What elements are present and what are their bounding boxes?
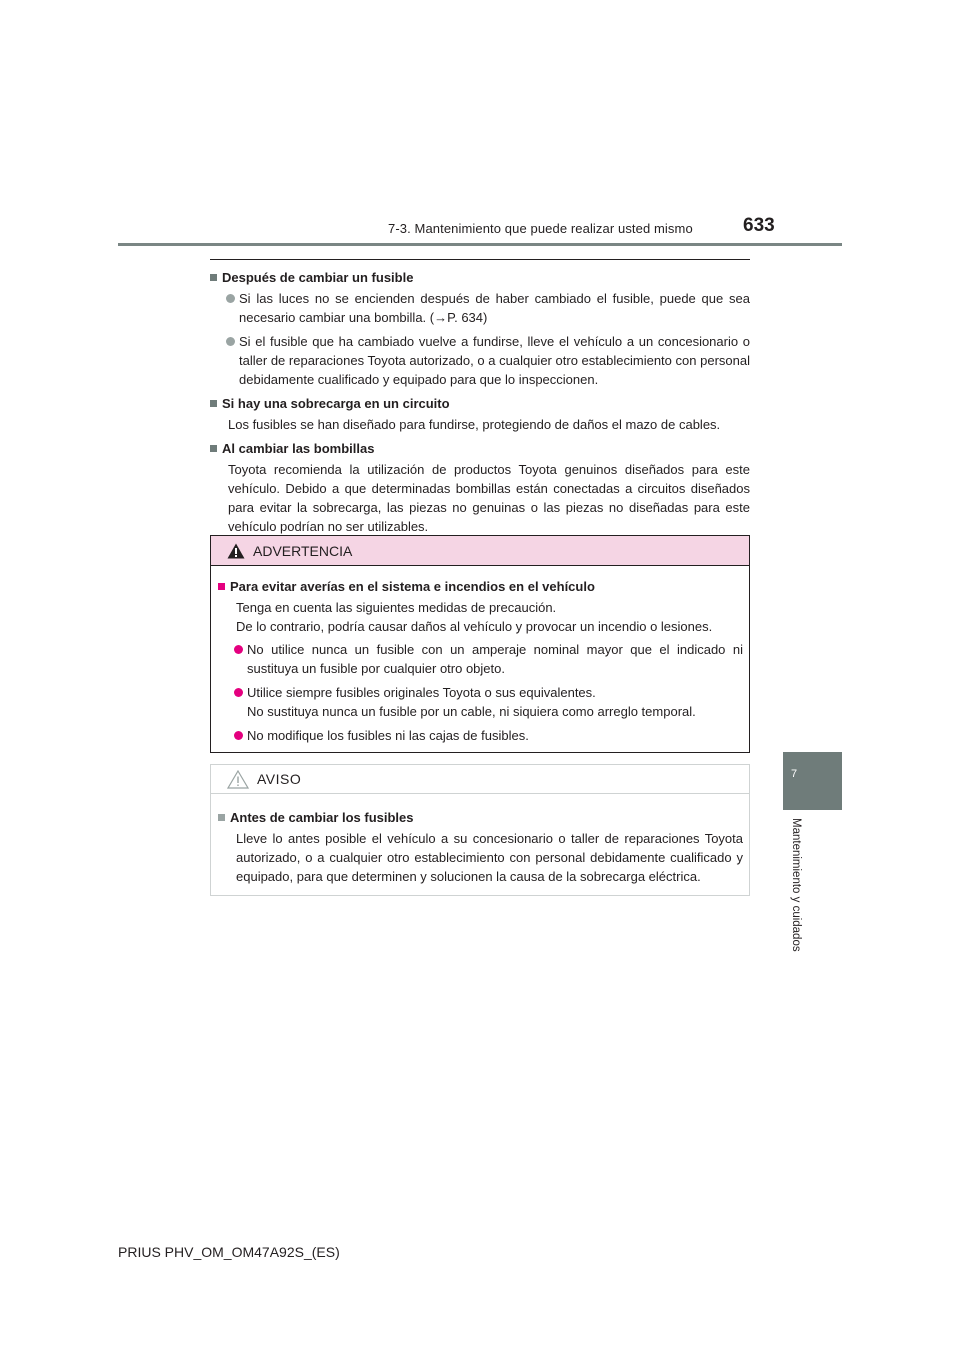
notice-header (211, 765, 749, 794)
square-bullet-icon (218, 583, 225, 590)
warning-intro-line: De lo contrario, podría causar daños al vehículo y provocar un incendio o lesiones. (236, 619, 713, 634)
section-overload (210, 394, 750, 434)
section-after-fuse (210, 268, 750, 389)
list-item-text: Si las luces no se encienden después de haber cambiado el fusible, puede que sea necesario cambiar una bombilla. (→P. 634) (239, 291, 750, 325)
header-rule (118, 243, 842, 246)
section-bulbs (210, 439, 750, 536)
main-content (210, 268, 750, 541)
warning-title: ADVERTENCIA (253, 542, 353, 559)
round-bullet-icon (226, 337, 235, 346)
notice-box (210, 764, 750, 896)
round-bullet-icon (234, 688, 243, 697)
warning-intro (218, 598, 743, 636)
warning-box (210, 535, 750, 753)
section-heading-text: Si hay una sobrecarga en un circuito (222, 396, 450, 411)
caution-triangle-icon (227, 770, 249, 789)
document-id: PRIUS PHV_OM_OM47A92S_(ES) (118, 1244, 340, 1260)
section-paragraph: Los fusibles se han diseñado para fundirse, protegiendo de daños el mazo de cables. (228, 417, 721, 432)
list-item-text: No modifique los fusibles ni las cajas de fusibles. (247, 728, 529, 743)
section-heading (210, 439, 750, 458)
list-item-line: No sustituya nunca un fusible por un cable, ni siquiera como arreglo temporal. (247, 704, 696, 719)
list-item-line: Utilice siempre fusibles originales Toyota o sus equivalentes. (247, 685, 596, 700)
section-heading (210, 394, 750, 413)
square-bullet-icon (210, 400, 217, 407)
notice-heading-text: Antes de cambiar los fusibles (230, 810, 414, 825)
list-item (210, 332, 750, 389)
notice-heading (218, 808, 743, 827)
warning-body (211, 566, 749, 745)
chapter-tab-number: 7 (791, 768, 798, 780)
warning-heading (218, 577, 743, 596)
section-paragraph: Toyota recomienda la utilización de productos Toyota genuinos diseñados para este vehículo. Debido a que determinadas bombillas están conectadas a circuitos diseñados para evitar la sobrecarga, las piezas no genuinas o las piezas no diseñadas para este vehículo podrían no ser utilizables. (228, 462, 750, 534)
list-item-text: Si el fusible que ha cambiado vuelve a fundirse, lleve el vehículo a un concesionario o taller de reparaciones Toyota autorizado, o a cualquier otro establecimiento con personal debidamente cualificado y equipado para que lo inspeccionen. (239, 334, 750, 387)
warning-intro-line: Tenga en cuenta las siguientes medidas de precaución. (236, 600, 557, 615)
section-heading-text: Después de cambiar un fusible (222, 270, 414, 285)
chapter-tab-label: Mantenimiento y cuidados (790, 818, 802, 952)
list-item (218, 683, 743, 721)
notice-body (211, 794, 749, 886)
list-item (218, 726, 743, 745)
notice-title: AVISO (257, 771, 302, 787)
list-item (218, 640, 743, 678)
section-title: 7-3. Mantenimiento que puede realizar usted mismo (388, 221, 693, 236)
notice-paragraph: Lleve lo antes posible el vehículo a su concesionario o taller de reparaciones Toyota autorizado, o a cualquier otro establecimiento con personal debidamente cualificado y equipado, para que determinen y solucionen la causa de la sobrecarga eléctrica. (236, 831, 743, 884)
page-number: 633 (743, 215, 775, 236)
round-bullet-icon (226, 294, 235, 303)
warning-header (211, 536, 749, 566)
round-bullet-icon (234, 645, 243, 654)
square-bullet-icon (218, 814, 225, 821)
chapter-tab[interactable] (783, 752, 842, 810)
warning-heading-text: Para evitar averías en el sistema e incendios en el vehículo (230, 579, 595, 594)
square-bullet-icon (210, 445, 217, 452)
list-item-text: No utilice nunca un fusible con un amperaje nominal mayor que el indicado ni sustituya un fusible por cualquier otro objeto. (247, 642, 743, 676)
square-bullet-icon (210, 274, 217, 281)
section-heading (210, 268, 750, 287)
warning-triangle-icon (227, 543, 245, 559)
content-top-rule (210, 259, 750, 260)
list-item-text (247, 683, 696, 721)
list-item (210, 289, 750, 327)
section-heading-text: Al cambiar las bombillas (222, 441, 375, 456)
round-bullet-icon (234, 731, 243, 740)
